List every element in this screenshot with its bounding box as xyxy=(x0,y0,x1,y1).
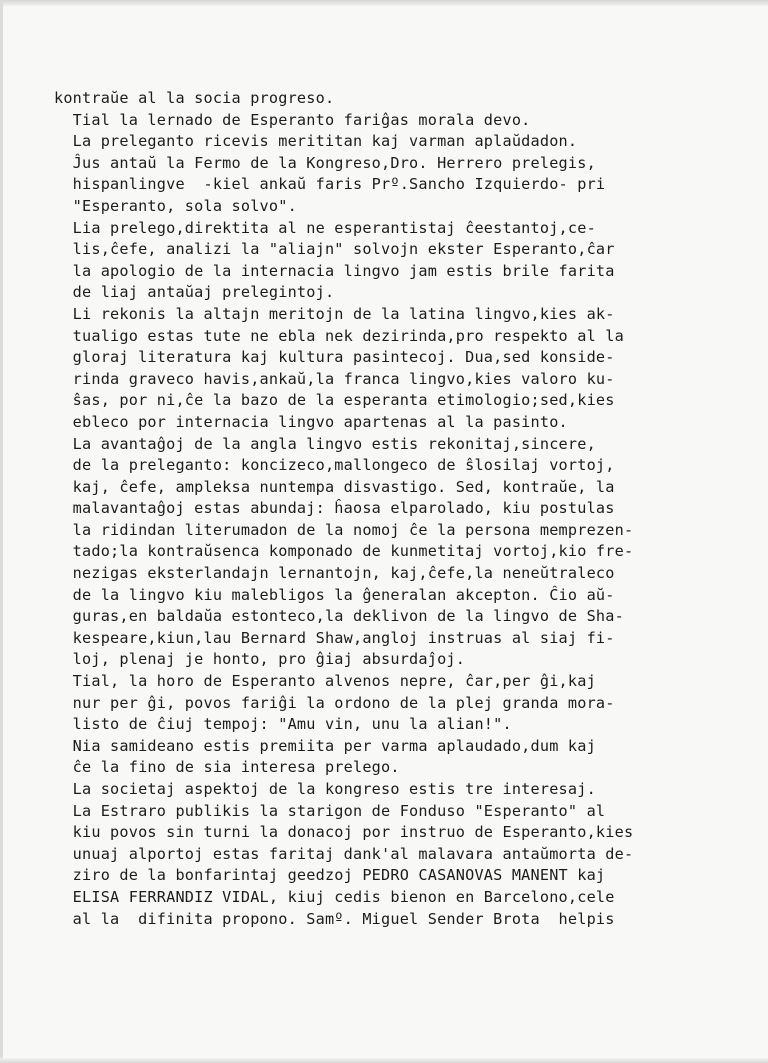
text-line: de liaj antaŭaj prelegintoj. xyxy=(54,283,335,302)
text-line: guras,en baldaŭa estonteco,la deklivon de la lingvo de Sha- xyxy=(54,607,624,626)
text-line: La preleganto ricevis merititan kaj varman aplaŭdadon. xyxy=(54,132,578,151)
text-line: ziro de la bonfarintaj geedzoj PEDRO CASANOVAS MANENT kaj xyxy=(54,866,606,885)
text-line: kontraŭe al la socia progreso. xyxy=(54,89,335,107)
page-left-edge xyxy=(0,0,3,1063)
text-line: lis,ĉefe, analizi la "aliajn" solvojn ekster Esperanto,ĉar xyxy=(54,240,615,259)
text-line: ELISA FERRANDIZ VIDAL, kiuj cedis bienon en Barcelono,cele xyxy=(54,887,615,906)
text-line: tualigo estas tute ne ebla nek dezirinda,pro respekto al la xyxy=(54,326,624,345)
text-line: "Esperanto, sola solvo". xyxy=(54,196,297,215)
text-line: Li rekonis la altajn meritojn de la latina lingvo,kies ak- xyxy=(54,304,615,323)
text-line: La societaj aspektoj de la kongreso estis tre interesaj. xyxy=(54,780,596,798)
text-line: kiu povos sin turni la donacoj por instruo de Esperanto,kies xyxy=(54,823,634,842)
text-line: hispanlingve -kiel ankaŭ faris Prº.Sancho Izquierdo- pri xyxy=(54,175,606,194)
text-line: unuaj alportoj estas faritaj dank'al malavara antaŭmorta de- xyxy=(54,844,634,863)
text-line: malavantaĝoj estas abundaj: ĥaosa elparolado, kiu postulas xyxy=(54,499,615,518)
text-line: tado;la kontraŭsenca komponado de kunmetitaj vortoj,kio fre- xyxy=(54,542,634,561)
page-bottom-edge xyxy=(0,1058,768,1063)
text-line: ŝas, por ni,ĉe la bazo de la esperanta etimologio;sed,kies xyxy=(54,391,615,410)
text-line: al la difinita propono. Samº. Miguel Sender Brota helpis xyxy=(54,909,615,928)
text-line: de la lingvo kiu malebligos la ĝeneralan akcepton. Ĉio aŭ- xyxy=(54,585,615,604)
text-line: la ridindan literumadon de la nomoj ĉe la persona memprezen- xyxy=(54,520,634,539)
text-line: ĉe la fino de sia interesa prelego. xyxy=(54,758,400,777)
text-line: listo de ĉiuj tempoj: "Amu vin, unu la alian!". xyxy=(54,715,512,734)
text-line: nezigas eksterlandajn lernantojn, kaj,ĉefe,la neneŭtraleco xyxy=(54,564,615,583)
text-line: Ĵus antaŭ la Fermo de la Kongreso,Dro. Herrero prelegis, xyxy=(54,153,596,172)
text-line: Tial, la horo de Esperanto alvenos nepre, ĉar,per ĝi,kaj xyxy=(54,672,596,691)
text-line: Lia prelego,direktita al ne esperantistaj ĉeestantoj,ce- xyxy=(54,218,596,237)
text-line: Tial la lernado de Esperanto fariĝas morala devo. xyxy=(54,110,531,129)
text-line: kaj, ĉefe, ampleksa nuntempa disvastigo. Sed, kontraŭe, la xyxy=(54,477,615,496)
text-line: kespeare,kiun,lau Bernard Shaw,angloj instruas al siaj fi- xyxy=(54,628,615,647)
text-line: ebleco por internacia lingvo apartenas al la pasinto. xyxy=(54,412,568,431)
text-line: gloraj literatura kaj kultura pasintecoj. Dua,sed konside- xyxy=(54,348,615,367)
page-top-edge xyxy=(0,0,768,6)
text-line: rinda graveco havis,ankaŭ,la franca lingvo,kies valoro ku- xyxy=(54,369,615,388)
text-line: nur per ĝi, povos fariĝi la ordono de la plej granda mora- xyxy=(54,693,615,712)
text-line: La Estraro publikis la starigon de Fonduso "Esperanto" al xyxy=(54,801,606,820)
text-line: loj, plenaj je honto, pro ĝiaj absurdaĵoj. xyxy=(54,650,466,669)
text-line: Nia samideano estis premiita per varma aplaudado,dum kaj xyxy=(54,736,596,755)
text-line: la apologio de la internacia lingvo jam estis brile farita xyxy=(54,261,615,280)
body-text xyxy=(54,88,724,930)
text-line: de la preleganto: koncizeco,mallongeco de ŝlosilaj vortoj, xyxy=(54,456,615,475)
text-line: La avantaĝoj de la angla lingvo estis rekonitaj,sincere, xyxy=(54,434,596,453)
